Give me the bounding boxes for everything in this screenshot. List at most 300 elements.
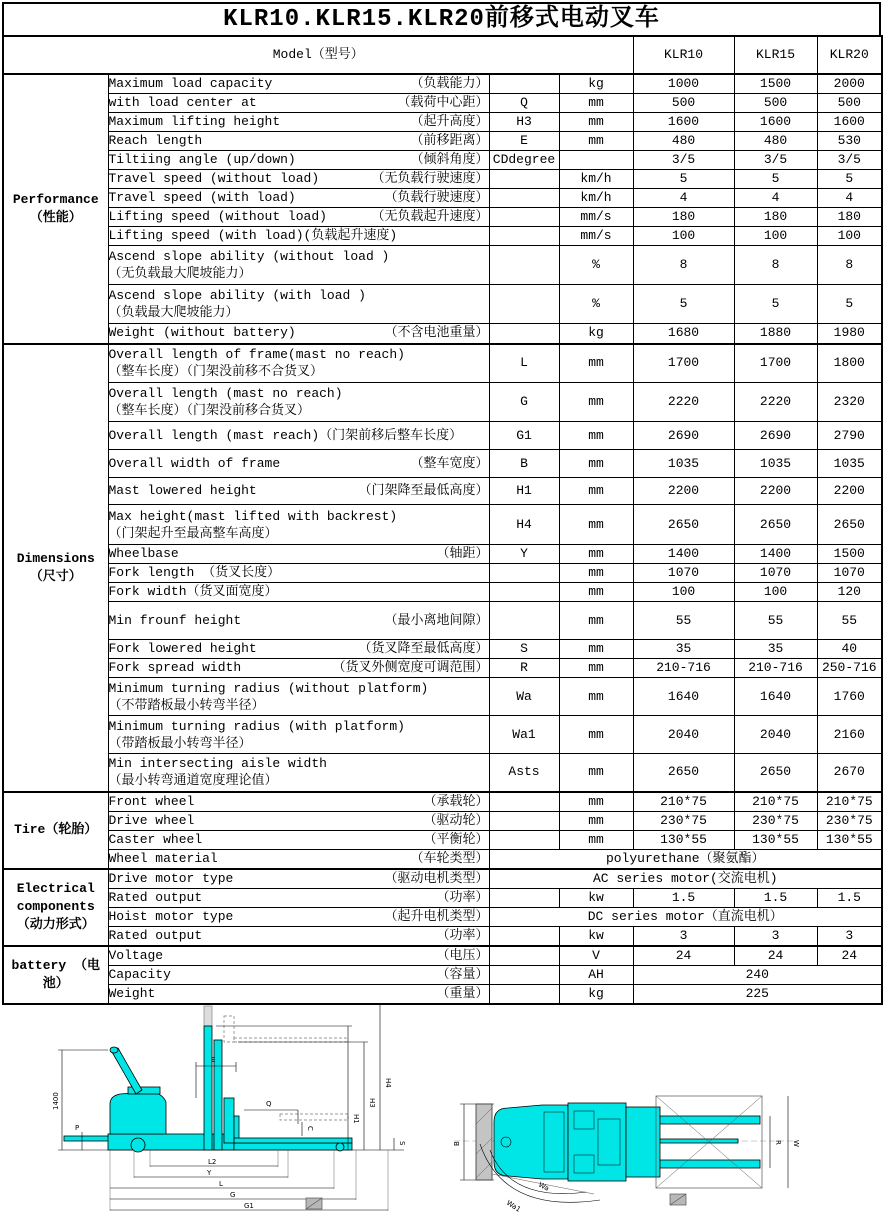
value-klr20: 5 (817, 285, 882, 324)
header-section (3, 36, 882, 74)
model-klr20: KLR20 (817, 36, 882, 74)
dim-label-s: S (398, 1141, 406, 1146)
value-klr20: 1800 (817, 344, 882, 383)
spec-row (3, 74, 882, 94)
unit-cell: mm (559, 792, 633, 812)
dim-label-wa: Wa (537, 1180, 551, 1193)
value-klr20: 55 (817, 602, 882, 640)
symbol-cell: H4 (489, 505, 559, 545)
label-en: Reach length (108, 133, 203, 148)
symbol-cell: CDdegree (489, 151, 559, 170)
label-en: Minimum turning radius (without platform) (108, 680, 429, 696)
value-klr20: 1500 (817, 545, 882, 564)
value-klr20: 1.5 (817, 888, 882, 907)
value-klr15: 2690 (734, 422, 817, 450)
value-klr20: 1600 (817, 113, 882, 132)
row-label (108, 678, 489, 716)
label-cn: （货叉长度） (202, 565, 281, 580)
value-klr15: 3 (734, 926, 817, 946)
unit-cell: mm (559, 754, 633, 792)
section-label-tire (3, 792, 108, 869)
symbol-cell (489, 74, 559, 94)
value-klr15: 1070 (734, 564, 817, 583)
label-cn: （整车长度）（门架没前移合货叉） (108, 403, 311, 418)
label-en: Hoist motor type (108, 908, 234, 924)
row-label (108, 907, 489, 926)
label-en: Capacity (108, 966, 171, 982)
value-klr15: 130*55 (734, 830, 817, 849)
label-cn: （轴距） (436, 546, 489, 561)
value-klr20: 40 (817, 640, 882, 659)
label-cn: （整车长度）（门架没前移不合货叉） (108, 364, 324, 380)
spec-row (3, 926, 882, 946)
label-en: Wheelbase (108, 546, 179, 561)
label-cn: （货叉面宽度） (186, 584, 278, 599)
span-value: polyurethane（聚氨酯） (489, 849, 882, 869)
model-klr10: KLR10 (633, 36, 734, 74)
value-klr20: 5 (817, 170, 882, 189)
span-value: 225 (633, 984, 882, 1004)
battery-block (476, 1104, 492, 1180)
value-klr20: 1035 (817, 450, 882, 478)
dim-label-1400: 1400 (52, 1092, 60, 1110)
symbol-cell (489, 324, 559, 344)
dim-label-g1: G1 (244, 1202, 254, 1210)
symbol-cell (489, 811, 559, 830)
label-en: Maximum load capacity (108, 76, 273, 91)
label-en: Fork width (108, 584, 187, 599)
spec-row (3, 545, 882, 564)
label-cn: （无负载最大爬坡能力） (108, 266, 252, 281)
mast-rail-outer (204, 1026, 212, 1150)
unit-cell: mm (559, 564, 633, 583)
section-dimensions (3, 344, 882, 792)
label-en: Overall length (mast no reach) (108, 386, 343, 401)
row-label (108, 888, 489, 907)
unit-cell: mm (559, 545, 633, 564)
label-en: Lifting speed (without load) (108, 209, 327, 224)
spec-row (3, 422, 882, 450)
label-cn: （负载能力） (410, 76, 489, 91)
fork-carriage (224, 1098, 234, 1143)
model-klr15: KLR15 (734, 36, 817, 74)
symbol-cell: G (489, 383, 559, 422)
unit-cell: mm/s (559, 227, 633, 246)
label-cn: （功率） (436, 889, 489, 905)
spec-row (3, 132, 882, 151)
spec-row (3, 564, 882, 583)
symbol-cell: Q (489, 94, 559, 113)
raised-fork-ghost (234, 1038, 346, 1042)
label-cn: （货叉外侧宽度可调范围） (332, 660, 489, 675)
value-klr20: 1980 (817, 324, 882, 344)
symbol-cell: G1 (489, 422, 559, 450)
label-cn: （车轮类型） (410, 850, 489, 866)
label-cn: （最小离地间隙） (384, 612, 489, 628)
unit-cell: mm (559, 659, 633, 678)
dim-label-l: L (219, 1180, 223, 1188)
unit-cell: AH (559, 965, 633, 984)
row-label (108, 811, 489, 830)
spec-row (3, 246, 882, 285)
symbol-cell (489, 564, 559, 583)
label-en: Min intersecting aisle width (108, 756, 327, 772)
spec-row (3, 324, 882, 344)
section-label-cn: （尺寸） (29, 568, 82, 584)
load-wheel (336, 1143, 344, 1151)
section-label-cn: （性能） (29, 209, 82, 225)
dim-label-w: W (792, 1140, 800, 1147)
label-cn: （最小转弯通道宽度理论值） (108, 773, 278, 789)
value-klr10: 5 (633, 170, 734, 189)
label-en: Front wheel (108, 793, 195, 809)
label-en: Mast lowered height (108, 483, 257, 498)
section-label-en: Tire（轮胎） (14, 822, 98, 837)
label-en: Maximum lifting height (108, 114, 281, 129)
symbol-cell (489, 227, 559, 246)
label-cn: （无负载起升速度） (371, 209, 489, 224)
spec-row (3, 285, 882, 324)
value-klr10: 210*75 (633, 792, 734, 812)
label-cn: （重量） (436, 985, 489, 1001)
value-klr10: 3/5 (633, 151, 734, 170)
label-en: Overall length of frame(mast no reach) (108, 347, 405, 363)
truck-body (110, 1092, 166, 1134)
dim-label-h1: H1 (352, 1114, 360, 1124)
row-label (108, 505, 489, 545)
dim-label-e: E (211, 1056, 216, 1064)
value-klr10: 8 (633, 246, 734, 285)
value-klr15: 5 (734, 170, 817, 189)
row-label (108, 716, 489, 754)
symbol-cell (489, 792, 559, 812)
value-klr10: 2650 (633, 754, 734, 792)
spec-table (2, 35, 883, 1005)
model-header-cell: Model（型号） (3, 36, 633, 74)
section-battery (3, 946, 882, 1004)
spec-row (3, 965, 882, 984)
value-klr20: 24 (817, 946, 882, 966)
section-performance (3, 74, 882, 344)
value-klr20: 210*75 (817, 792, 882, 812)
value-klr20: 250-716 (817, 659, 882, 678)
label-cn: （负载行驶速度） (384, 190, 489, 205)
unit-cell: mm (559, 113, 633, 132)
value-klr10: 230*75 (633, 811, 734, 830)
value-klr20: 500 (817, 94, 882, 113)
dim-label-p: P (75, 1124, 80, 1132)
label-cn: （不带踏板最小转弯半径） (108, 697, 265, 713)
unit-cell: kw (559, 926, 633, 946)
row-label (108, 478, 489, 505)
value-klr20: 8 (817, 246, 882, 285)
value-klr10: 1070 (633, 564, 734, 583)
row-label (108, 383, 489, 422)
value-klr20: 2790 (817, 422, 882, 450)
section-label-en: Electrical (16, 881, 95, 896)
label-cn: （负载最大爬坡能力） (108, 305, 239, 320)
dim-label-h3: H3 (368, 1098, 376, 1108)
dim-label-q: Q (266, 1100, 272, 1108)
top-view-svg (446, 1080, 811, 1222)
label-en: Drive motor type (108, 870, 234, 886)
dim-label-g: G (230, 1191, 236, 1199)
spec-row (3, 94, 882, 113)
side-view-diagram (48, 998, 448, 1227)
section-label-performance (3, 74, 108, 344)
value-klr10: 100 (633, 583, 734, 602)
spec-row (3, 583, 882, 602)
dim-label-c: C (306, 1126, 314, 1131)
label-en: Ascend slope ability (without load ) (108, 249, 390, 264)
unit-cell: mm (559, 678, 633, 716)
span-value: AC series motor(交流电机) (489, 869, 882, 889)
row-label (108, 869, 489, 889)
label-en: Caster wheel (108, 831, 203, 847)
row-label (108, 545, 489, 564)
label-en: Max height(mast lifted with backrest) (108, 508, 398, 524)
value-klr20: 180 (817, 208, 882, 227)
row-label (108, 754, 489, 792)
row-label (108, 659, 489, 678)
value-klr10: 4 (633, 189, 734, 208)
label-cn: （驱动轮） (423, 812, 489, 828)
label-cn: （无负载行驶速度） (371, 171, 489, 186)
label-cn: (负载起升速度) (303, 228, 398, 243)
label-en: Wheel material (108, 850, 218, 866)
symbol-cell: R (489, 659, 559, 678)
section-label-en2: components (16, 899, 95, 914)
value-klr10: 24 (633, 946, 734, 966)
symbol-cell (489, 246, 559, 285)
label-cn: （起升电机类型） (384, 908, 489, 924)
spec-row (3, 716, 882, 754)
section-label-en: Performance (12, 191, 99, 207)
row-label (108, 344, 489, 383)
row-label (108, 285, 489, 324)
value-klr15: 1400 (734, 545, 817, 564)
value-klr15: 35 (734, 640, 817, 659)
unit-cell: mm (559, 583, 633, 602)
section-label-cn: （动力形式） (16, 917, 95, 932)
value-klr15: 2220 (734, 383, 817, 422)
label-en: Travel speed (with load) (108, 190, 296, 205)
unit-cell: mm (559, 132, 633, 151)
value-klr10: 5 (633, 285, 734, 324)
dim-label-l2: L2 (208, 1158, 217, 1166)
spec-row (3, 478, 882, 505)
unit-cell: mm (559, 383, 633, 422)
tiller-head (110, 1047, 118, 1053)
value-klr15: 1500 (734, 74, 817, 94)
spec-row (3, 792, 882, 812)
value-klr15: 2650 (734, 505, 817, 545)
value-klr20: 1070 (817, 564, 882, 583)
value-klr20: 230*75 (817, 811, 882, 830)
label-en: with load center at (108, 95, 257, 110)
symbol-cell: E (489, 132, 559, 151)
symbol-cell: H1 (489, 478, 559, 505)
row-label (108, 422, 489, 450)
symbol-cell (489, 285, 559, 324)
unit-cell: mm (559, 640, 633, 659)
section-label-battery (3, 946, 108, 1004)
unit-cell: mm (559, 94, 633, 113)
symbol-cell (489, 888, 559, 907)
symbol-cell: Asts (489, 754, 559, 792)
label-en: Fork length (108, 565, 195, 580)
label-en: Minimum turning radius (with platform) (108, 718, 405, 734)
row-label (108, 830, 489, 849)
unit-cell: mm (559, 811, 633, 830)
spec-row (3, 640, 882, 659)
row-label (108, 849, 489, 869)
row-label (108, 132, 489, 151)
value-klr20: 2650 (817, 505, 882, 545)
unit-cell: mm (559, 478, 633, 505)
fork-heel (234, 1116, 239, 1140)
value-klr15: 1.5 (734, 888, 817, 907)
value-klr10: 1000 (633, 74, 734, 94)
value-klr15: 210-716 (734, 659, 817, 678)
unit-cell: km/h (559, 170, 633, 189)
value-klr15: 2200 (734, 478, 817, 505)
spec-row (3, 189, 882, 208)
unit-cell: mm (559, 450, 633, 478)
label-cn: （起升高度） (410, 114, 489, 129)
label-en: Drive wheel (108, 812, 195, 828)
value-klr10: 1600 (633, 113, 734, 132)
drive-wheel (131, 1138, 145, 1152)
value-klr10: 480 (633, 132, 734, 151)
row-label (108, 965, 489, 984)
spec-row (3, 869, 882, 889)
value-klr20: 1760 (817, 678, 882, 716)
spec-row (3, 383, 882, 422)
label-cn: （倾斜角度） (410, 152, 489, 167)
value-klr10: 100 (633, 227, 734, 246)
label-en: Rated output (108, 927, 203, 943)
label-cn: （电压） (436, 947, 489, 963)
value-klr20: 120 (817, 583, 882, 602)
label-cn: （带踏板最小转弯半径） (108, 735, 252, 751)
row-label (108, 227, 489, 246)
label-cn: （门架起升至最高整车高度） (108, 525, 278, 541)
spec-row (3, 907, 882, 926)
row-label (108, 151, 489, 170)
value-klr15: 5 (734, 285, 817, 324)
value-klr10: 2040 (633, 716, 734, 754)
unit-cell: kg (559, 984, 633, 1004)
label-cn: （前移距离） (410, 133, 489, 148)
value-klr20: 4 (817, 189, 882, 208)
value-klr10: 1.5 (633, 888, 734, 907)
symbol-cell (489, 602, 559, 640)
symbol-cell: B (489, 450, 559, 478)
value-klr10: 180 (633, 208, 734, 227)
symbol-cell: H3 (489, 113, 559, 132)
unit-cell: mm (559, 830, 633, 849)
label-cn: （不含电池重量） (384, 325, 489, 341)
spec-row (3, 450, 882, 478)
label-cn: （整车宽度） (410, 455, 489, 471)
row-label (108, 324, 489, 344)
value-klr10: 3 (633, 926, 734, 946)
symbol-cell: S (489, 640, 559, 659)
value-klr15: 2040 (734, 716, 817, 754)
spec-row (3, 344, 882, 383)
label-cn: （货叉降至最低高度） (358, 641, 489, 656)
value-klr10: 1640 (633, 678, 734, 716)
value-klr15: 500 (734, 94, 817, 113)
value-klr20: 3/5 (817, 151, 882, 170)
truck-rear-top (494, 1105, 568, 1179)
label-en: Rated output (108, 889, 203, 905)
value-klr15: 2650 (734, 754, 817, 792)
value-klr15: 8 (734, 246, 817, 285)
dim-label-b: B (453, 1141, 461, 1146)
value-klr10: 2220 (633, 383, 734, 422)
value-klr20: 130*55 (817, 830, 882, 849)
spec-row (3, 811, 882, 830)
value-klr20: 100 (817, 227, 882, 246)
value-klr20: 2000 (817, 74, 882, 94)
dim-label-h4: H4 (384, 1078, 392, 1088)
unit-cell (559, 151, 633, 170)
label-en: Min frounf height (108, 612, 242, 628)
spec-row (3, 227, 882, 246)
reach-carriage-top (626, 1107, 660, 1177)
value-klr15: 1600 (734, 113, 817, 132)
spec-sheet (2, 2, 881, 1005)
fork-center-bar (660, 1139, 738, 1143)
row-label (108, 583, 489, 602)
value-klr15: 24 (734, 946, 817, 966)
unit-cell: mm (559, 344, 633, 383)
unit-cell: mm (559, 505, 633, 545)
fork-top-1 (660, 1116, 760, 1124)
value-klr10: 1035 (633, 450, 734, 478)
value-klr20: 3 (817, 926, 882, 946)
value-klr15: 4 (734, 189, 817, 208)
unit-cell: mm/s (559, 208, 633, 227)
value-klr10: 210-716 (633, 659, 734, 678)
spec-row (3, 170, 882, 189)
section-label-electrical (3, 869, 108, 946)
tiller-handle (112, 1048, 142, 1094)
dim-label-y: Y (207, 1169, 212, 1177)
symbol-cell (489, 926, 559, 946)
reach-fork-ghost (280, 1114, 348, 1120)
label-en: Voltage (108, 947, 164, 963)
spec-row (3, 946, 882, 966)
unit-cell: mm (559, 716, 633, 754)
value-klr15: 3/5 (734, 151, 817, 170)
row-label (108, 450, 489, 478)
value-klr20: 2320 (817, 383, 882, 422)
label-en: Travel speed (without load) (108, 171, 320, 186)
unit-cell: V (559, 946, 633, 966)
row-label (108, 246, 489, 285)
spec-row (3, 830, 882, 849)
value-klr10: 500 (633, 94, 734, 113)
row-label (108, 926, 489, 946)
value-klr10: 1700 (633, 344, 734, 383)
unit-cell: mm (559, 602, 633, 640)
dim-label-r: R (774, 1140, 782, 1145)
label-cn: （载荷中心距） (397, 95, 489, 110)
unit-cell: mm (559, 422, 633, 450)
